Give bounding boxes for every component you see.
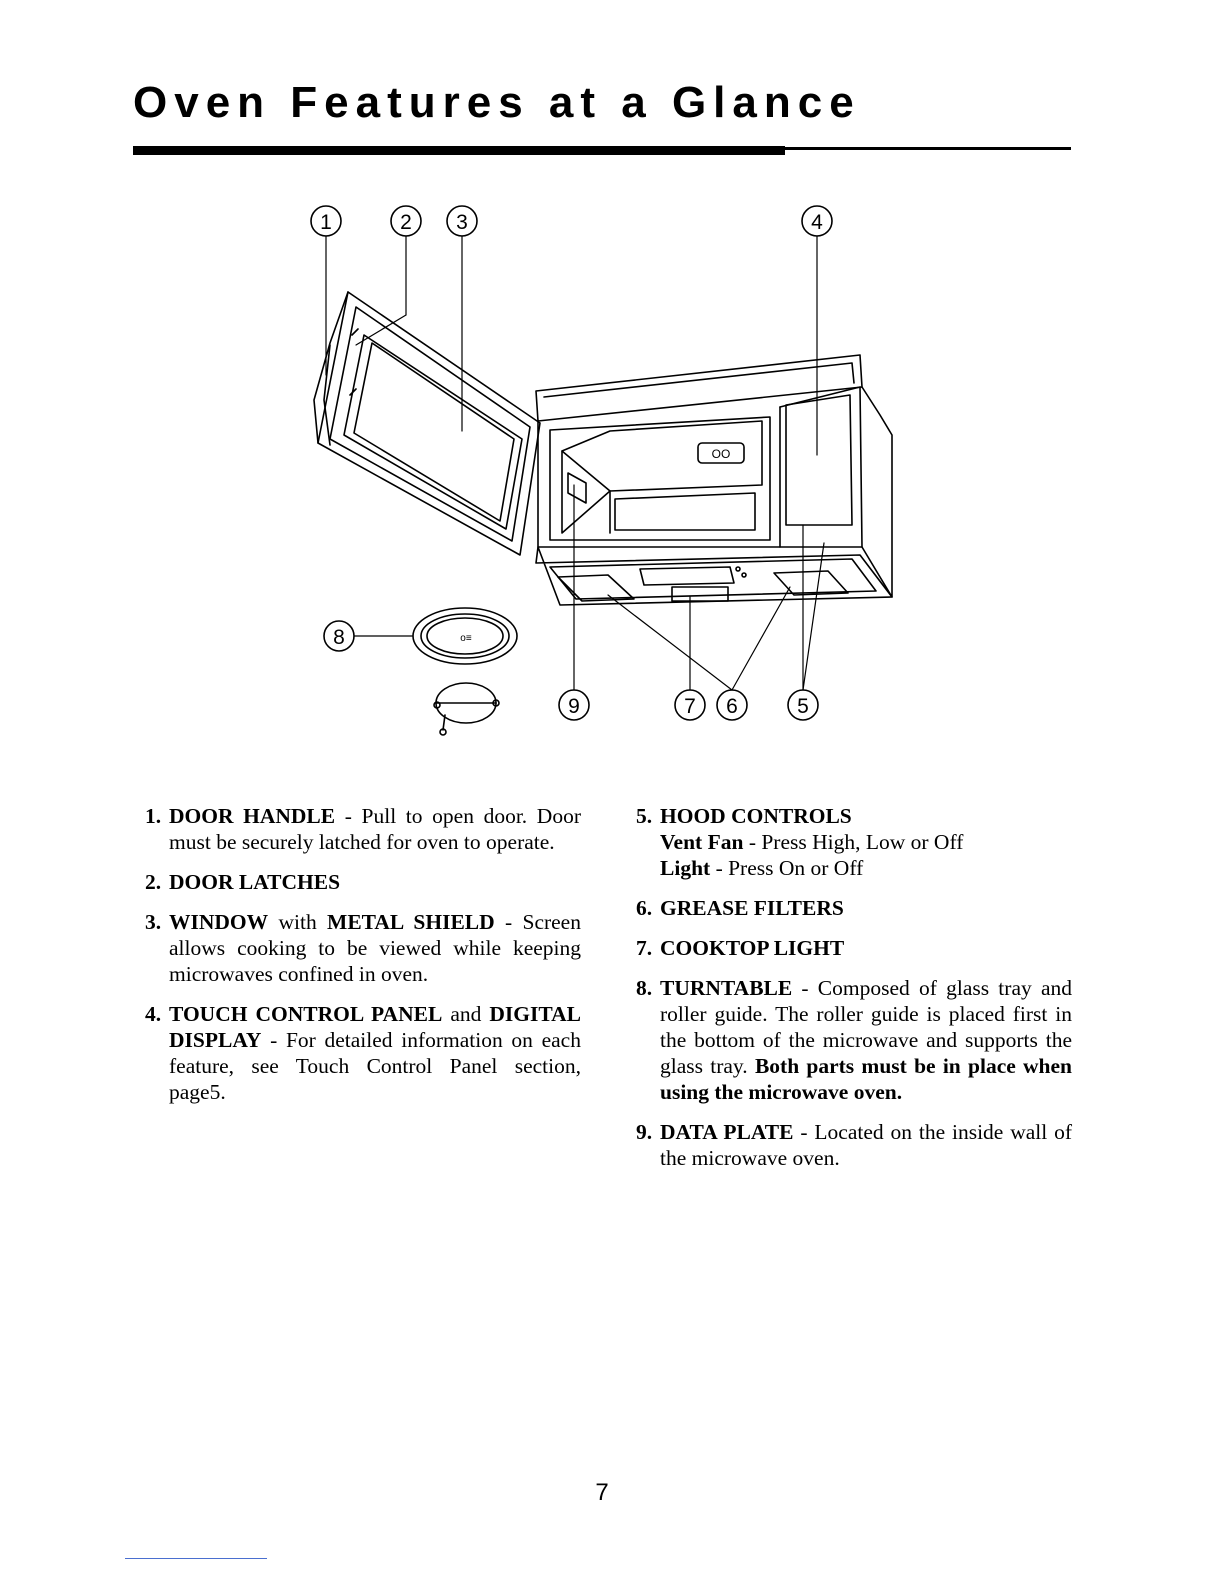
footer-link-line — [125, 1558, 267, 1559]
svg-text:9: 9 — [568, 695, 580, 718]
feature-name: WINDOW — [169, 910, 269, 934]
callout-2 — [391, 206, 421, 236]
feature-item-5: 5. HOOD CONTROLS Vent Fan - Press High, Low or Off Light - Press On or Off — [636, 803, 1072, 881]
light-label: Light — [660, 856, 711, 880]
svg-text:2: 2 — [400, 211, 412, 234]
svg-text:4: 4 — [811, 211, 823, 234]
callout-1 — [311, 206, 341, 236]
cooktop-light — [672, 587, 728, 601]
feature-name: HOOD CONTROLS — [660, 804, 852, 828]
turntable-glass-tray — [413, 608, 517, 664]
title-rule-thick — [133, 146, 785, 155]
feature-name-secondary: DIGITAL DISPLAY — [169, 1002, 581, 1052]
svg-text:7: 7 — [684, 695, 696, 718]
feature-desc: Located on the inside wall of the microwave oven. — [660, 1120, 1072, 1170]
hood-control-panel — [786, 395, 852, 525]
feature-number: 5. — [636, 804, 653, 828]
leader-lines — [326, 236, 824, 690]
feature-desc: Pull to open door. Door must be securely latched for oven to operate. — [169, 804, 581, 854]
callout-4 — [802, 206, 832, 236]
feature-number: 2. — [145, 870, 162, 894]
feature-name: COOKTOP LIGHT — [660, 936, 845, 960]
feature-name: DATA PLATE — [660, 1120, 794, 1144]
svg-text:8: 8 — [333, 626, 345, 649]
svg-text:o≡: o≡ — [460, 633, 472, 644]
page-number: 7 — [595, 1479, 609, 1506]
feature-item-4: 4. TOUCH CONTROL PANEL and DIGITAL DISPLAY - For detailed information on each feature, see Touch Control Panel section, page5. — [145, 1002, 581, 1104]
feature-desc: Composed of glass tray and roller guide. The roller guide is placed first in the bottom of the microwave and supports the glass tray. — [660, 976, 1072, 1078]
callout-5 — [788, 690, 818, 720]
oven-door — [314, 292, 540, 555]
feature-item-3: 3. WINDOW with METAL SHIELD - Screen allows cooking to be viewed while keeping microwaves confined in oven. — [145, 910, 581, 986]
callout-7 — [675, 690, 705, 720]
feature-item-9: 9. DATA PLATE - Located on the inside wall of the microwave oven. — [636, 1120, 1072, 1170]
oven-body — [536, 355, 892, 605]
feature-number: 1. — [145, 804, 162, 828]
oven-diagram — [300, 195, 910, 755]
page-title: Oven Features at a Glance — [133, 78, 861, 127]
title-rule-thin — [785, 147, 1071, 150]
data-plate — [568, 473, 586, 503]
callout-6 — [717, 690, 747, 720]
callout-8 — [324, 621, 354, 651]
feature-number: 4. — [145, 1002, 162, 1026]
svg-text:6: 6 — [726, 695, 738, 718]
feature-number: 8. — [636, 976, 653, 1000]
feature-item-2 — [145, 869, 581, 895]
callout-3 — [447, 206, 477, 236]
callout-9 — [559, 690, 589, 720]
feature-name: TURNTABLE — [660, 976, 793, 1000]
feature-list-right — [636, 803, 1072, 1185]
feature-item-8: 8. TURNTABLE - Composed of glass tray and roller guide. The roller guide is placed first in the bottom of the microwave and supports the glass tray. Both parts must be in place when using the microwave oven. — [636, 976, 1073, 1104]
feature-item-1: 1. DOOR HANDLE - Pull to open door. Door must be securely latched for oven to operate. — [145, 804, 581, 854]
feature-number: 7. — [636, 936, 653, 960]
feature-name: TOUCH CONTROL PANEL — [169, 1002, 443, 1026]
feature-name: DOOR HANDLE — [169, 804, 336, 828]
feature-number: 3. — [145, 910, 162, 934]
feature-item-7 — [636, 935, 1072, 961]
feature-item-6 — [636, 895, 1072, 921]
feature-list-left — [145, 803, 581, 1119]
feature-desc: Screen allows cooking to be viewed while keeping microwaves confined in oven. — [169, 910, 581, 986]
feature-name: DOOR LATCHES — [169, 870, 341, 894]
roller-guide — [434, 683, 499, 735]
svg-text:3: 3 — [456, 211, 468, 234]
feature-number: 9. — [636, 1120, 653, 1144]
svg-text:OO: OO — [711, 447, 731, 461]
feature-number: 6. — [636, 896, 653, 920]
feature-note: Both parts must be in place when using the microwave oven. — [660, 1054, 1073, 1104]
feature-desc: For detailed information on each feature, see Touch Control Panel section, page5. — [169, 1028, 581, 1104]
feature-name: GREASE FILTERS — [660, 896, 844, 920]
svg-text:5: 5 — [797, 695, 809, 718]
feature-name-secondary: METAL SHIELD — [327, 910, 495, 934]
vent-fan-label: Vent Fan — [660, 830, 744, 854]
svg-text:1: 1 — [320, 211, 332, 234]
